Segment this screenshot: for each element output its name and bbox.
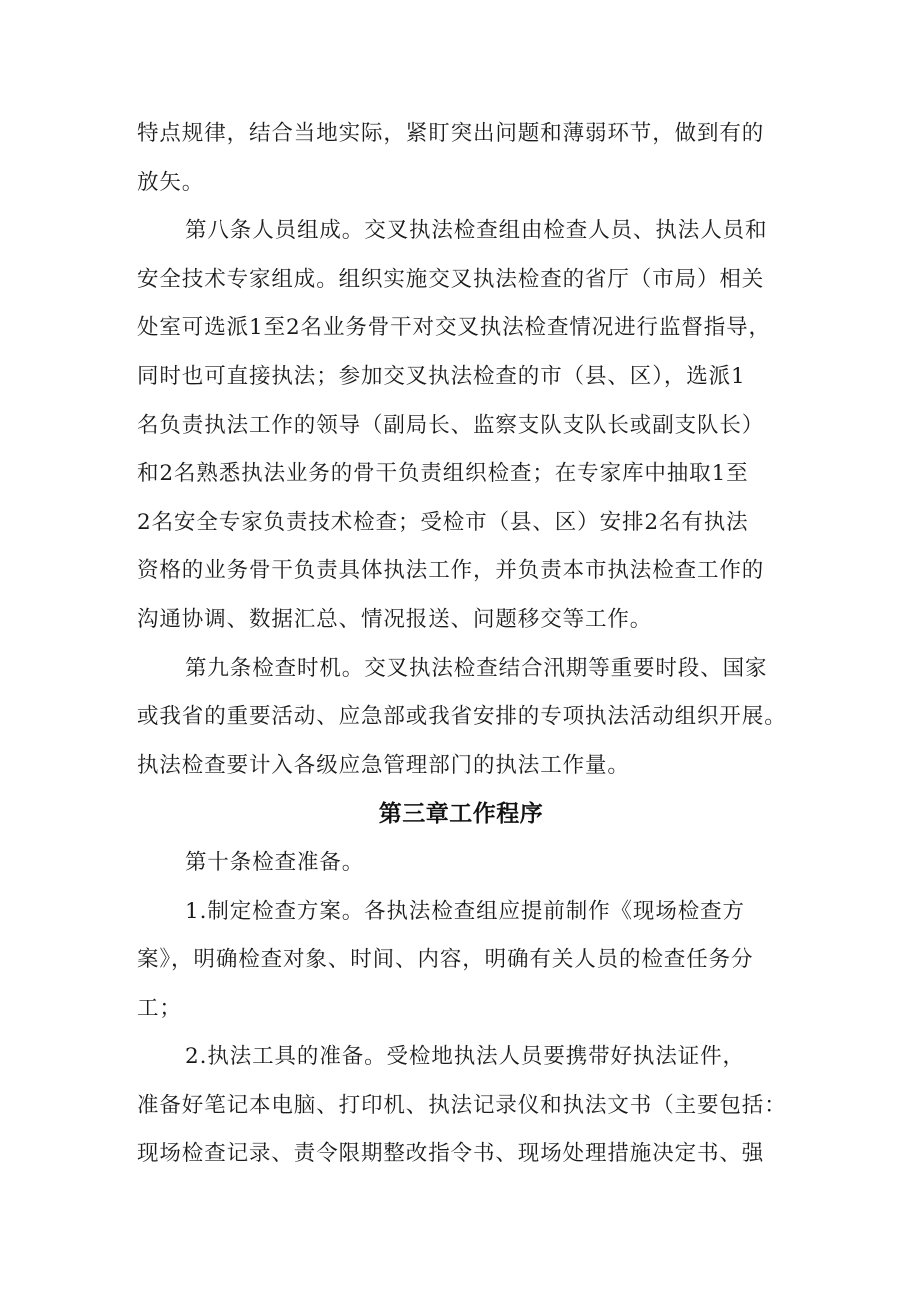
list-item-1-line: 1.制定检查方案。各执法检查组应提前制作《现场检查方 <box>185 898 745 924</box>
text-line: 现场检查记录、责令限期整改指令书、现场处理措施决定书、强 <box>137 1141 765 1167</box>
text-line: 准备好笔记本电脑、打印机、执法记录仪和执法文书（主要包括： <box>137 1092 787 1118</box>
text-line: 和2名熟悉执法业务的骨干负责组织检查；在专家库中抽取1至 <box>137 461 749 487</box>
text-line: 特点规律，结合当地实际，紧盯突出问题和薄弱环节，做到有的 <box>137 121 765 146</box>
list-item-2-line: 2.执法工具的准备。受检地执法人员要携带好执法证件， <box>185 1044 745 1070</box>
text-line: 安全技术专家组成。组织实施交叉执法检查的省厅（市局）相关 <box>137 266 765 292</box>
text-line: 同时也可直接执法；参加交叉执法检查的市（县、区），选派1 <box>137 363 746 389</box>
text-line: 资格的业务骨干负责具体执法工作，并负责本市执法检查工作的 <box>137 558 765 584</box>
text-line: 或我省的重要活动、应急部或我省安排的专项执法活动组织开展。 <box>137 704 787 730</box>
text-line: 工； <box>137 995 182 1021</box>
text-line: 2名安全专家负责技术检查；受检市（县、区）安排2名有执法 <box>137 509 749 535</box>
article-9-heading-line: 第九条检查时机。交叉执法检查结合汛期等重要时段、国家 <box>185 655 768 681</box>
article-8-heading-line: 第八条人员组成。交叉执法检查组由检查人员、执法人员和 <box>185 218 768 244</box>
article-10-heading-line: 第十条检查准备。 <box>185 849 365 875</box>
text-line: 案》，明确检查对象、时间、内容，明确有关人员的检查任务分 <box>137 947 754 973</box>
document-body <box>137 110 797 1179</box>
text-line: 执法检查要计入各级应急管理部门的执法工作量。 <box>137 752 630 778</box>
text-line: 名负责执法工作的领导（副局长、监察支队支队长或副支队长） <box>137 412 765 438</box>
chapter-title: 第三章工作程序 <box>378 801 544 828</box>
text-line: 沟通协调、数据汇总、情况报送、问题移交等工作。 <box>137 606 653 632</box>
text-line: 处室可选派1至2名业务骨干对交叉执法检查情况进行监督指导， <box>137 315 771 341</box>
text-line: 放矢。 <box>137 169 205 195</box>
